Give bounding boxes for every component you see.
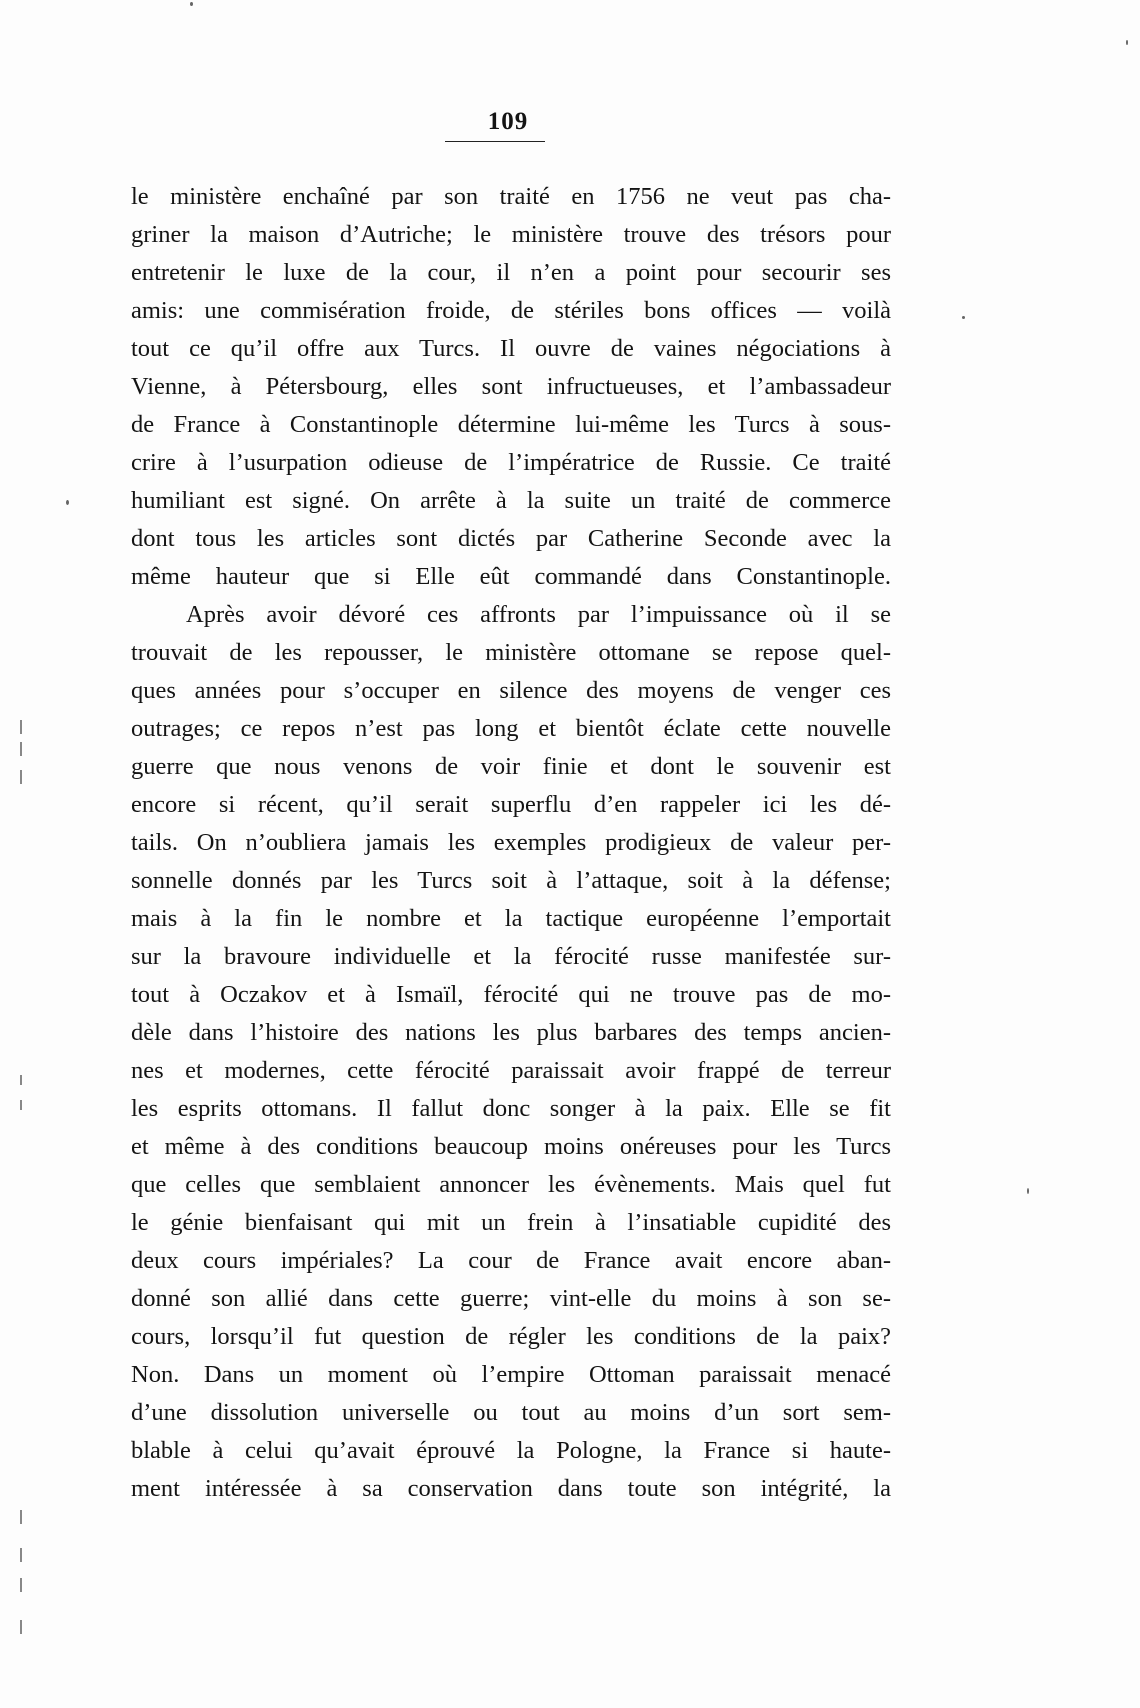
text-line: outrages; ce repos n’est pas long et bientôt éclate cette nouvelle bbox=[131, 715, 891, 742]
text-line: Vienne, à Pétersbourg, elles sont infructueuses, et l’ambassadeur bbox=[131, 373, 891, 400]
text-line: cours, lorsqu’il fut question de régler les conditions de la paix? bbox=[131, 1323, 891, 1350]
margin-tick bbox=[20, 1548, 22, 1562]
text-line: guerre que nous venons de voir finie et dont le souvenir est bbox=[131, 753, 891, 780]
text-line: d’une dissolution universelle ou tout au moins d’un sort sem- bbox=[131, 1399, 891, 1426]
scan-speck bbox=[190, 2, 193, 6]
text-line: amis: une commisération froide, de stériles bons offices — voilà bbox=[131, 297, 891, 324]
scan-speck bbox=[962, 316, 965, 319]
text-line: ment intéressée à sa conservation dans toute son intégrité, la bbox=[131, 1475, 891, 1502]
text-line: sonnelle donnés par les Turcs soit à l’attaque, soit à la défense; bbox=[131, 867, 891, 894]
text-line: et même à des conditions beaucoup moins onéreuses pour les Turcs bbox=[131, 1133, 891, 1160]
text-line: dèle dans l’histoire des nations les plus barbares des temps ancien- bbox=[131, 1019, 891, 1046]
text-line: griner la maison d’Autriche; le ministère trouve des trésors pour bbox=[131, 221, 891, 248]
text-line: de France à Constantinople détermine lui-même les Turcs à sous- bbox=[131, 411, 891, 438]
text-line: sur la bravoure individuelle et la férocité russe manifestée sur- bbox=[131, 943, 891, 970]
page-number: 109 bbox=[487, 108, 529, 135]
text-line: donné son allié dans cette guerre; vint-elle du moins à son se- bbox=[131, 1285, 891, 1312]
text-line-paragraph-end: même hauteur que si Elle eût commandé dans Constantinople. bbox=[131, 563, 891, 590]
margin-tick bbox=[20, 1578, 22, 1592]
text-line-paragraph-start: Après avoir dévoré ces affronts par l’impuissance où il se bbox=[186, 601, 891, 628]
text-line: deux cours impériales? La cour de France avait encore aban- bbox=[131, 1247, 891, 1274]
text-line: Non. Dans un moment où l’empire Ottoman paraissait menacé bbox=[131, 1361, 891, 1388]
text-line: tails. On n’oubliera jamais les exemples prodigieux de valeur per- bbox=[131, 829, 891, 856]
text-line: blable à celui qu’avait éprouvé la Pologne, la France si haute- bbox=[131, 1437, 891, 1464]
scan-speck bbox=[66, 500, 69, 505]
text-line: tout à Oczakov et à Ismaïl, férocité qui ne trouve pas de mo- bbox=[131, 981, 891, 1008]
text-line: ques années pour s’occuper en silence des moyens de venger ces bbox=[131, 677, 891, 704]
text-line: que celles que semblaient annoncer les évènements. Mais quel fut bbox=[131, 1171, 891, 1198]
margin-tick bbox=[20, 1510, 22, 1524]
margin-tick bbox=[20, 1100, 22, 1110]
margin-tick bbox=[20, 742, 22, 756]
margin-tick bbox=[20, 1620, 22, 1634]
text-line: humiliant est signé. On arrête à la suite un traité de commerce bbox=[131, 487, 891, 514]
text-line: encore si récent, qu’il serait superflu d’en rappeler ici les dé- bbox=[131, 791, 891, 818]
text-line: dont tous les articles sont dictés par Catherine Seconde avec la bbox=[131, 525, 891, 552]
scan-speck bbox=[1126, 40, 1128, 45]
text-line: le ministère enchaîné par son traité en 1756 ne veut pas cha- bbox=[131, 183, 891, 210]
text-line: trouvait de les repousser, le ministère ottomane se repose quel- bbox=[131, 639, 891, 666]
page-number-rule bbox=[445, 141, 545, 142]
text-line: crire à l’usurpation odieuse de l’impératrice de Russie. Ce traité bbox=[131, 449, 891, 476]
text-line: les esprits ottomans. Il fallut donc songer à la paix. Elle se fit bbox=[131, 1095, 891, 1122]
margin-tick bbox=[20, 1075, 22, 1085]
text-line: le génie bienfaisant qui mit un frein à l’insatiable cupidité des bbox=[131, 1209, 891, 1236]
text-line: mais à la fin le nombre et la tactique européenne l’emportait bbox=[131, 905, 891, 932]
margin-tick bbox=[20, 770, 22, 784]
text-line: entretenir le luxe de la cour, il n’en a point pour secourir ses bbox=[131, 259, 891, 286]
body-text bbox=[131, 178, 891, 1508]
scan-speck bbox=[1027, 1188, 1029, 1194]
text-line: tout ce qu’il offre aux Turcs. Il ouvre de vaines négociations à bbox=[131, 335, 891, 362]
margin-tick bbox=[20, 720, 22, 734]
text-line: nes et modernes, cette férocité paraissait avoir frappé de terreur bbox=[131, 1057, 891, 1084]
